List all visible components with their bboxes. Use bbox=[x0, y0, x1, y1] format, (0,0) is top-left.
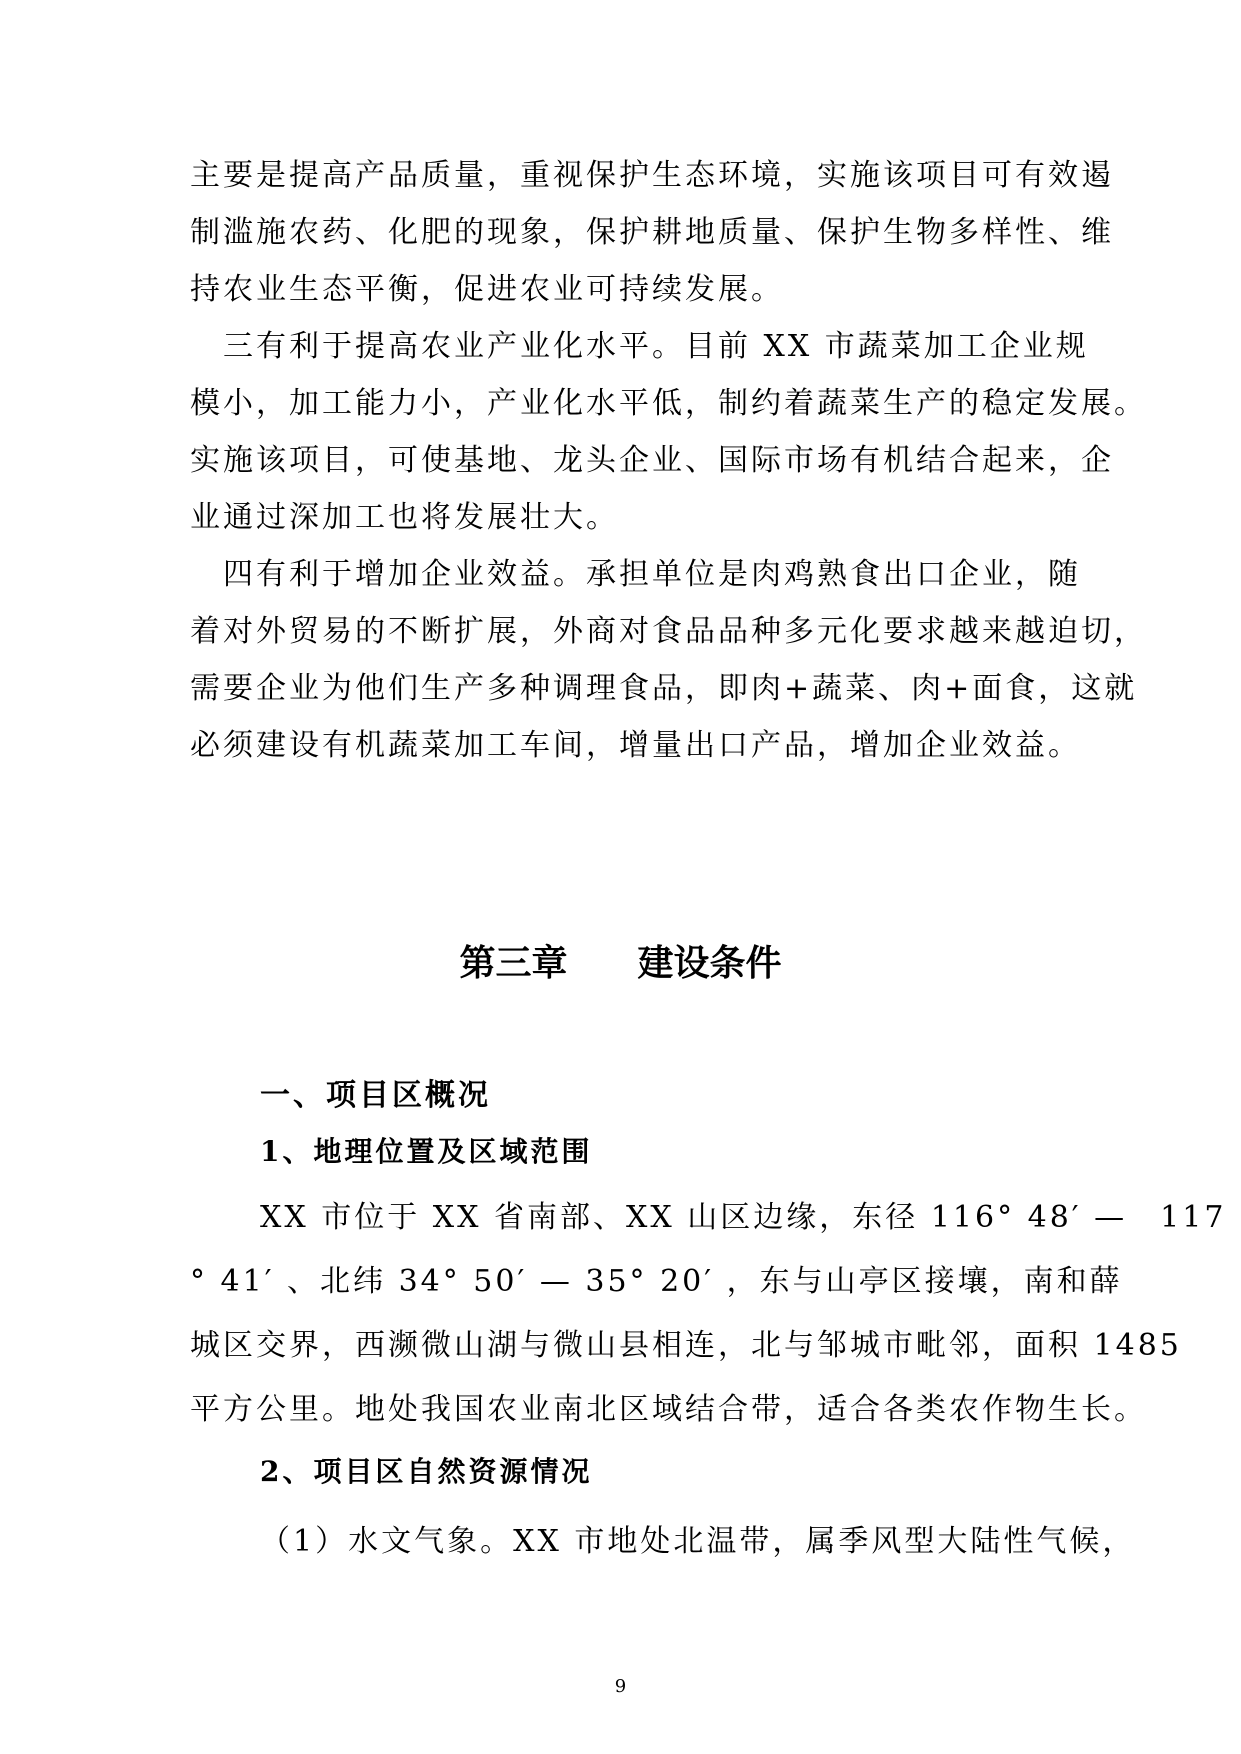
paragraph-line: 城区交界，西濒微山湖与微山县相连，北与邹城市毗邻，面积 1485 bbox=[190, 1328, 1182, 1363]
paragraph-line: 三有利于提高农业产业化水平。目前 XX 市蔬菜加工企业规 bbox=[190, 329, 1089, 364]
paragraph-line: （1）水文气象。XX 市地处北温带，属季风型大陆性气候， bbox=[260, 1524, 1136, 1559]
paragraph-line: ° 41′ 、北纬 34° 50′ — 35° 20′ ，东与山亭区接壤，南和薛 bbox=[190, 1264, 1123, 1299]
chapter-number: 第三章 bbox=[459, 943, 568, 984]
subsection-heading: 2、项目区自然资源情况 bbox=[260, 1455, 593, 1488]
paragraph-line: 必须建设有机蔬菜加工车间，增量出口产品，增加企业效益。 bbox=[190, 728, 1081, 763]
page-number: 9 bbox=[614, 1676, 627, 1697]
paragraph-line: 实施该项目，可使基地、龙头企业、国际市场有机结合起来，企 bbox=[190, 443, 1114, 478]
paragraph-line: 着对外贸易的不断扩展，外商对食品品种多元化要求越来越迫切， bbox=[190, 614, 1147, 649]
paragraph-line: 制滥施农药、化肥的现象，保护耕地质量、保护生物多样性、维 bbox=[190, 215, 1114, 250]
paragraph-line: 主要是提高产品质量，重视保护生态环境，实施该项目可有效遏 bbox=[190, 158, 1114, 193]
paragraph-line: XX 市位于 XX 省南部、XX 山区边缘，东径 116° 48′ — 117 bbox=[260, 1200, 1227, 1235]
paragraph-line: 需要企业为他们生产多种调理食品，即肉+蔬菜、肉+面食，这就 bbox=[190, 671, 1138, 706]
paragraph-line: 业通过深加工也将发展壮大。 bbox=[190, 500, 619, 535]
section-heading: 一、项目区概况 bbox=[260, 1078, 491, 1113]
chapter-heading bbox=[0, 935, 1241, 986]
subsection-heading: 1、地理位置及区域范围 bbox=[260, 1135, 593, 1168]
paragraph-line: 持农业生态平衡，促进农业可持续发展。 bbox=[190, 272, 784, 307]
paragraph-line: 模小，加工能力小，产业化水平低，制约着蔬菜生产的稳定发展。 bbox=[190, 386, 1147, 421]
paragraph-line: 四有利于增加企业效益。承担单位是肉鸡熟食出口企业，随 bbox=[190, 557, 1081, 592]
chapter-title: 建设条件 bbox=[637, 943, 782, 984]
paragraph-line: 平方公里。地处我国农业南北区域结合带，适合各类农作物生长。 bbox=[190, 1392, 1147, 1427]
